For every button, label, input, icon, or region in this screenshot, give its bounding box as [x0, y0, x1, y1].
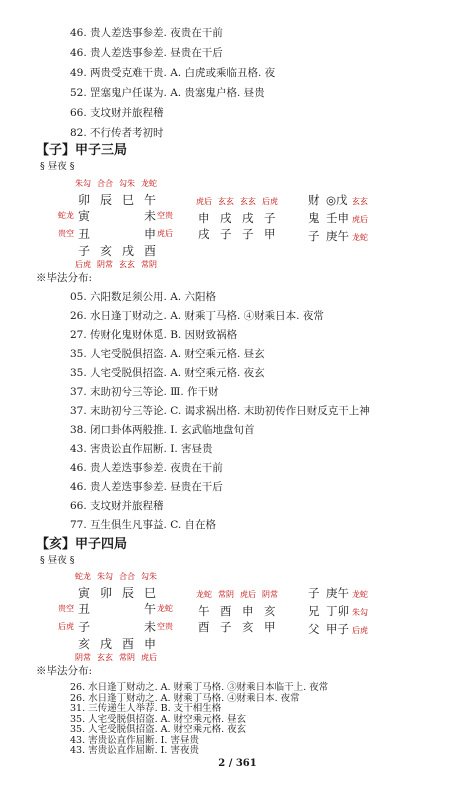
kelei-char: 甲	[264, 227, 276, 241]
text-line: 35. 人宅受脱俱招盗. A. 财空乘元格. 夜玄	[70, 367, 265, 379]
ring-char: 午	[144, 193, 157, 207]
kelei-char: 酉	[220, 604, 232, 618]
annotation: 玄玄	[218, 197, 234, 206]
ring-char: 午	[144, 602, 157, 616]
text-line: 35. 人宅受脱俱招盗. A. 财空乘元格. 昼玄	[70, 713, 247, 725]
ring-char: 子	[78, 244, 91, 258]
annotation: 空贵	[157, 211, 173, 220]
sanchuan-stem: 丁卯	[326, 604, 349, 618]
annotation: 龙蛇	[352, 590, 368, 599]
text-line: 27. 传财化鬼财休觅. B. 因财致祸格	[70, 329, 238, 341]
annotation: 勾朱	[119, 179, 135, 188]
ring-char: 巳	[144, 586, 157, 600]
annotation: 贵空	[58, 229, 74, 238]
text-line: 26. 水日逢丁财动之. A. 财乘丁马格. ④财乘日本. 夜常	[70, 310, 324, 322]
annotation: 阴常	[75, 653, 91, 662]
ring-char: 丑	[78, 602, 91, 616]
ring-char: 亥	[78, 637, 91, 651]
annotation: 虎后	[141, 653, 157, 662]
page-number: 2 / 361	[218, 758, 257, 769]
section-title: 【子】甲子三局	[36, 143, 128, 158]
annotation: 朱勾	[352, 608, 368, 617]
annotation: 玄玄	[352, 197, 368, 206]
annotation: 贵空	[58, 604, 74, 613]
kelei-char: 子	[220, 620, 232, 634]
ring-char: 未	[144, 620, 157, 634]
annotation: 虎后	[240, 590, 256, 599]
annotation: 朱勾	[75, 179, 91, 188]
sanchuan-stem: 壬申	[326, 211, 349, 225]
annotation: 朱勾	[97, 572, 113, 581]
kelei-char: 午	[198, 604, 210, 618]
kelei-char: 亥	[264, 604, 276, 618]
ring-char: 卯	[78, 193, 91, 207]
ring-char: 酉	[144, 244, 157, 258]
ring-char: 酉	[122, 637, 135, 651]
annotation: 空贵	[157, 622, 173, 631]
sanchuan-relation: 子	[308, 586, 320, 600]
text-line: 43. 害贵讼直作屈断. Ⅰ. 害昼贵	[70, 443, 213, 455]
sanchuan-relation: 父	[308, 622, 320, 636]
annotation: 常阴	[141, 260, 157, 269]
annotation: 龙蛇	[196, 590, 212, 599]
text-line: 35. 人宅受脱俱招盗. A. 财空乘元格. 夜玄	[70, 724, 247, 735]
annotation: 龙蛇	[141, 179, 157, 188]
text-line: 05. 六阳数足须公用. A. 六阳格	[70, 291, 216, 303]
kelei-char: 子	[220, 227, 232, 241]
annotation: 玄玄	[97, 653, 113, 662]
kelei-char: 申	[242, 604, 254, 618]
ring-char: 申	[144, 227, 157, 241]
text-line: 49. 两贵受克难干贵. A. 白虎或乘临丑格. 夜	[70, 67, 276, 79]
text-line: 35. 人宅受脱俱招盗. A. 财空乘元格. 昼玄	[70, 348, 265, 360]
ring-char: 卯	[100, 586, 113, 600]
sanchuan-relation: 财	[308, 193, 320, 207]
ring-char: 巳	[122, 193, 135, 207]
sanchuan-relation: 子	[308, 229, 320, 243]
text-line: 52. 罡塞鬼户任谋为. A. 贵塞鬼户格. 昼贵	[70, 87, 265, 99]
annotation: 虎后	[196, 197, 212, 206]
text-line: 31. 三传递生人举荐. B. 支干相生格	[70, 703, 222, 714]
ring-char: 寅	[78, 586, 91, 600]
kelei-char: 甲	[264, 620, 276, 634]
ring-char: 丑	[78, 227, 91, 241]
text-line: 46. 贵人差迭事参差. 昼贵在干后	[70, 47, 223, 59]
bifa-heading: ※毕法分布:	[36, 272, 93, 284]
annotation: 蛇龙	[75, 572, 91, 581]
kelei-char: 亥	[242, 620, 254, 634]
annotation: 后虎	[352, 626, 368, 635]
ring-char: 戌	[122, 244, 135, 258]
kelei-char: 戌	[220, 211, 232, 225]
annotation: 勾朱	[141, 572, 157, 581]
text-line: 38. 闭口卦体两般推. Ⅰ. 玄武临地盘旬首	[70, 424, 255, 436]
annotation: 后虎	[262, 197, 278, 206]
annotation: 合合	[97, 179, 113, 188]
annotation: 龙蛇	[157, 604, 173, 613]
sanchuan-relation: 鬼	[308, 211, 320, 225]
text-line: 37. 末助初兮三等论. C. 谒求祸出格. 末助初传作日财反克干上神	[70, 405, 370, 417]
sanchuan-stem: 庚午	[326, 586, 349, 600]
annotation: 玄玄	[240, 197, 256, 206]
ring-char: 子	[78, 620, 91, 634]
ring-char: 戌	[100, 637, 113, 651]
ring-char: 亥	[100, 244, 113, 258]
kelei-char: 子	[242, 227, 254, 241]
ring-char: 辰	[122, 586, 135, 600]
ring-char: 辰	[100, 193, 113, 207]
sanchuan-relation: 兄	[308, 604, 320, 618]
kelei-char: 申	[198, 211, 210, 225]
sanchuan-stem: ◎戊	[326, 193, 348, 207]
annotation: 合合	[119, 572, 135, 581]
text-line: 66. 支坟财并旅程稽	[70, 107, 164, 119]
section-subtitle: § 昼夜 §	[40, 161, 75, 172]
text-line: 43. 害贵讼直作屈断. Ⅰ. 害昼贵	[70, 734, 199, 746]
annotation: 阴常	[262, 590, 278, 599]
ring-char: 寅	[78, 209, 91, 223]
annotation: 常阴	[119, 653, 135, 662]
text-line: 46. 贵人差迭事参差. 夜贵在干前	[70, 27, 223, 39]
text-line: 26. 水日逢丁财动之. A. 财乘丁马格. ④财乘日本. 夜常	[70, 692, 300, 704]
text-line: 46. 贵人差迭事参差. 夜贵在干前	[70, 462, 223, 474]
section-title: 【亥】甲子四局	[36, 537, 128, 552]
section-subtitle: § 昼夜 §	[40, 555, 75, 566]
kelei-char: 戌	[242, 211, 254, 225]
ring-char: 未	[144, 209, 157, 223]
sanchuan-stem: 甲子	[326, 622, 349, 636]
annotation: 后虎	[75, 260, 91, 269]
text-line: 26. 水日逢丁财动之. A. 财乘丁马格. ③财乘日本临干上. 夜常	[70, 682, 329, 693]
annotation: 玄玄	[119, 260, 135, 269]
kelei-char: 戌	[198, 227, 210, 241]
annotation: 虎后	[157, 229, 173, 238]
annotation: 虎后	[352, 215, 368, 224]
kelei-char: 酉	[198, 620, 210, 634]
text-line: 77. 互生俱生凡事益. C. 自在格	[70, 519, 217, 531]
text-line: 37. 末助初兮三等论. Ⅲ. 作干财	[70, 386, 219, 398]
annotation: 后虎	[58, 622, 74, 631]
text-line: 43. 害贵讼直作屈断. Ⅰ. 害夜贵	[70, 745, 199, 756]
annotation: 蛇龙	[58, 211, 74, 220]
text-line: 46. 贵人差迭事参差. 昼贵在干后	[70, 481, 223, 493]
ring-char: 申	[144, 637, 157, 651]
sanchuan-stem: 庚午	[326, 229, 349, 243]
kelei-char: 子	[264, 211, 276, 225]
annotation: 龙蛇	[352, 233, 368, 242]
annotation: 阴常	[97, 260, 113, 269]
bifa-heading: ※毕法分布:	[36, 665, 93, 677]
annotation: 常阴	[218, 590, 234, 599]
text-line: 66. 支坟财并旅程稽	[70, 500, 164, 512]
text-line: 82. 不行传者考初时	[70, 127, 164, 139]
